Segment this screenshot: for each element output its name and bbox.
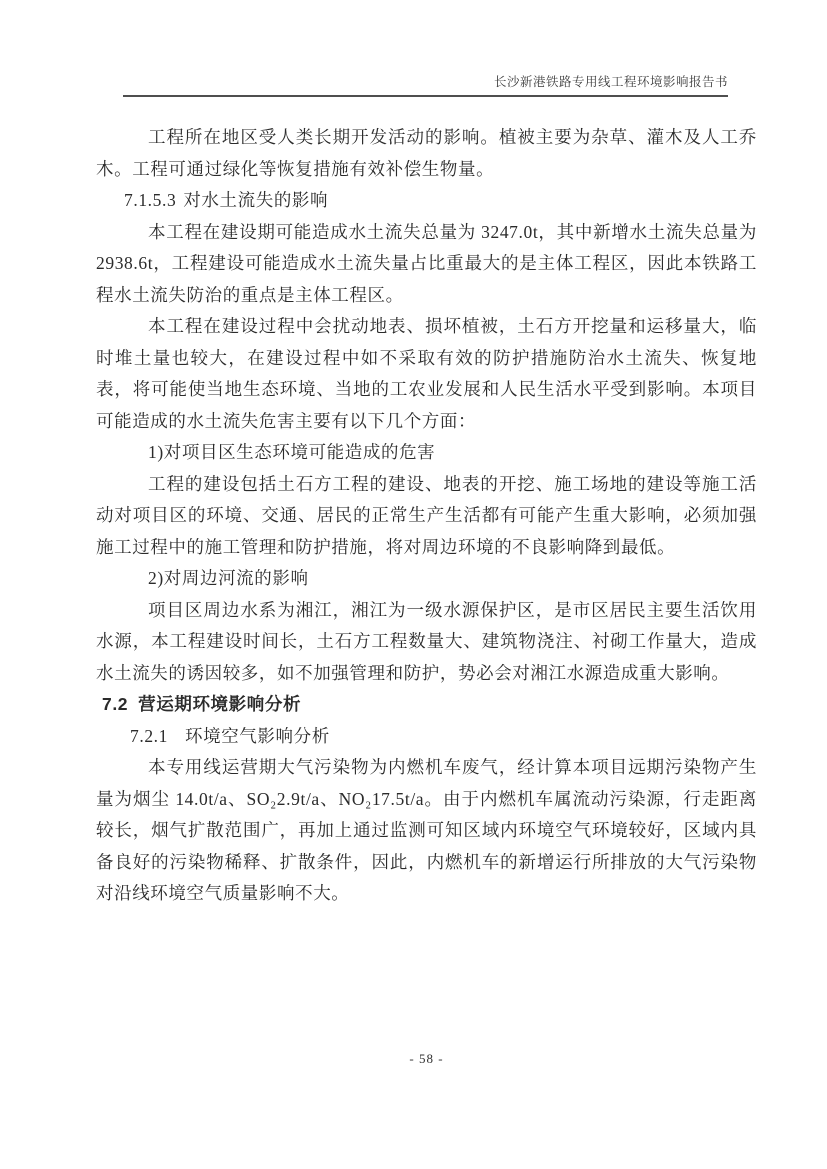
- paragraph-item-1-detail: 工程的建设包括土石方工程的建设、地表的开挖、施工场地的建设等施工活动对项目区的环境、交通、居民的正常生产生活都有可能产生重大影响，必须加强施工过程中的施工管理和防护措施，将对周边环境的不良影响降到最低。: [96, 473, 757, 557]
- page-footer: [96, 1051, 757, 1067]
- paragraph-vegetation-impact: 工程所在地区受人类长期开发活动的影响。植被主要为杂草、灌木及人工乔木。工程可通过绿化等恢复措施有效补偿生物量。: [96, 127, 757, 179]
- section-title: 营运期环境影响分析: [138, 694, 302, 714]
- section-number: 7.2.1: [130, 725, 168, 746]
- header-title: 长沙新港铁路专用线工程环境影响报告书: [493, 75, 728, 89]
- page-header: [123, 72, 728, 97]
- document-body: [96, 122, 757, 910]
- section-heading-7-2: [96, 689, 757, 721]
- paragraph-soil-loss-process: 本工程在建设过程中会扰动地表、损坏植被，土石方开挖量和运移量大，临时堆土量也较大，在建设过程中如不采取有效的防护措施防治水土流失、恢复地表，将可能使当地生态环境、当地的工农业发展和人民生活水平受到影响。本项目可能造成的水土流失危害主要有以下几个方面：: [96, 316, 757, 431]
- section-title: 环境空气影响分析: [185, 725, 330, 746]
- paragraph-air-quality: 本专用线运营期大气污染物为内燃机车废气，经计算本项目远期污染物产生量为烟尘 14.0t/a、SO₂2.9t/a、NO₂17.5t/a。由于内燃机车属流动污染源，行走距离较长，烟气扩散范围广，再加上通过监测可知区域内环境空气环境较好，区域内具备良好的污染物稀释、扩散条件，因此，内燃机车的新增运行所排放的大气污染物对沿线环境空气质量影响不大。: [96, 757, 757, 903]
- section-title: 对水土流失的影响: [183, 190, 329, 210]
- list-item-1-title: 1)对项目区生态环境可能造成的危害: [148, 442, 436, 462]
- section-heading-7-2-1: [96, 721, 757, 753]
- section-number: 7.2: [102, 694, 129, 714]
- paragraph-soil-loss-total: 本工程在建设期可能造成水土流失总量为 3247.0t，其中新增水土流失总量为2938.6t，工程建设可能造成水土流失量占比重最大的是主体工程区，因此本铁路工程水土流失防治的重点是主体工程区。: [96, 221, 757, 305]
- page-number: - 58 -: [409, 1051, 444, 1066]
- section-number: 7.1.5.3: [124, 190, 177, 210]
- list-item-2-title: 2)对周边河流的影响: [148, 568, 309, 588]
- paragraph-item-2-detail: 项目区周边水系为湘江，湘江为一级水源保护区，是市区居民主要生活饮用水源，本工程建设时间长，土石方工程数量大、建筑物浇注、衬砌工作量大，造成水土流失的诱因较多，如不加强管理和防护，势必会对湘江水源造成重大影响。: [96, 599, 757, 683]
- section-heading-7-1-5-3: [96, 185, 757, 217]
